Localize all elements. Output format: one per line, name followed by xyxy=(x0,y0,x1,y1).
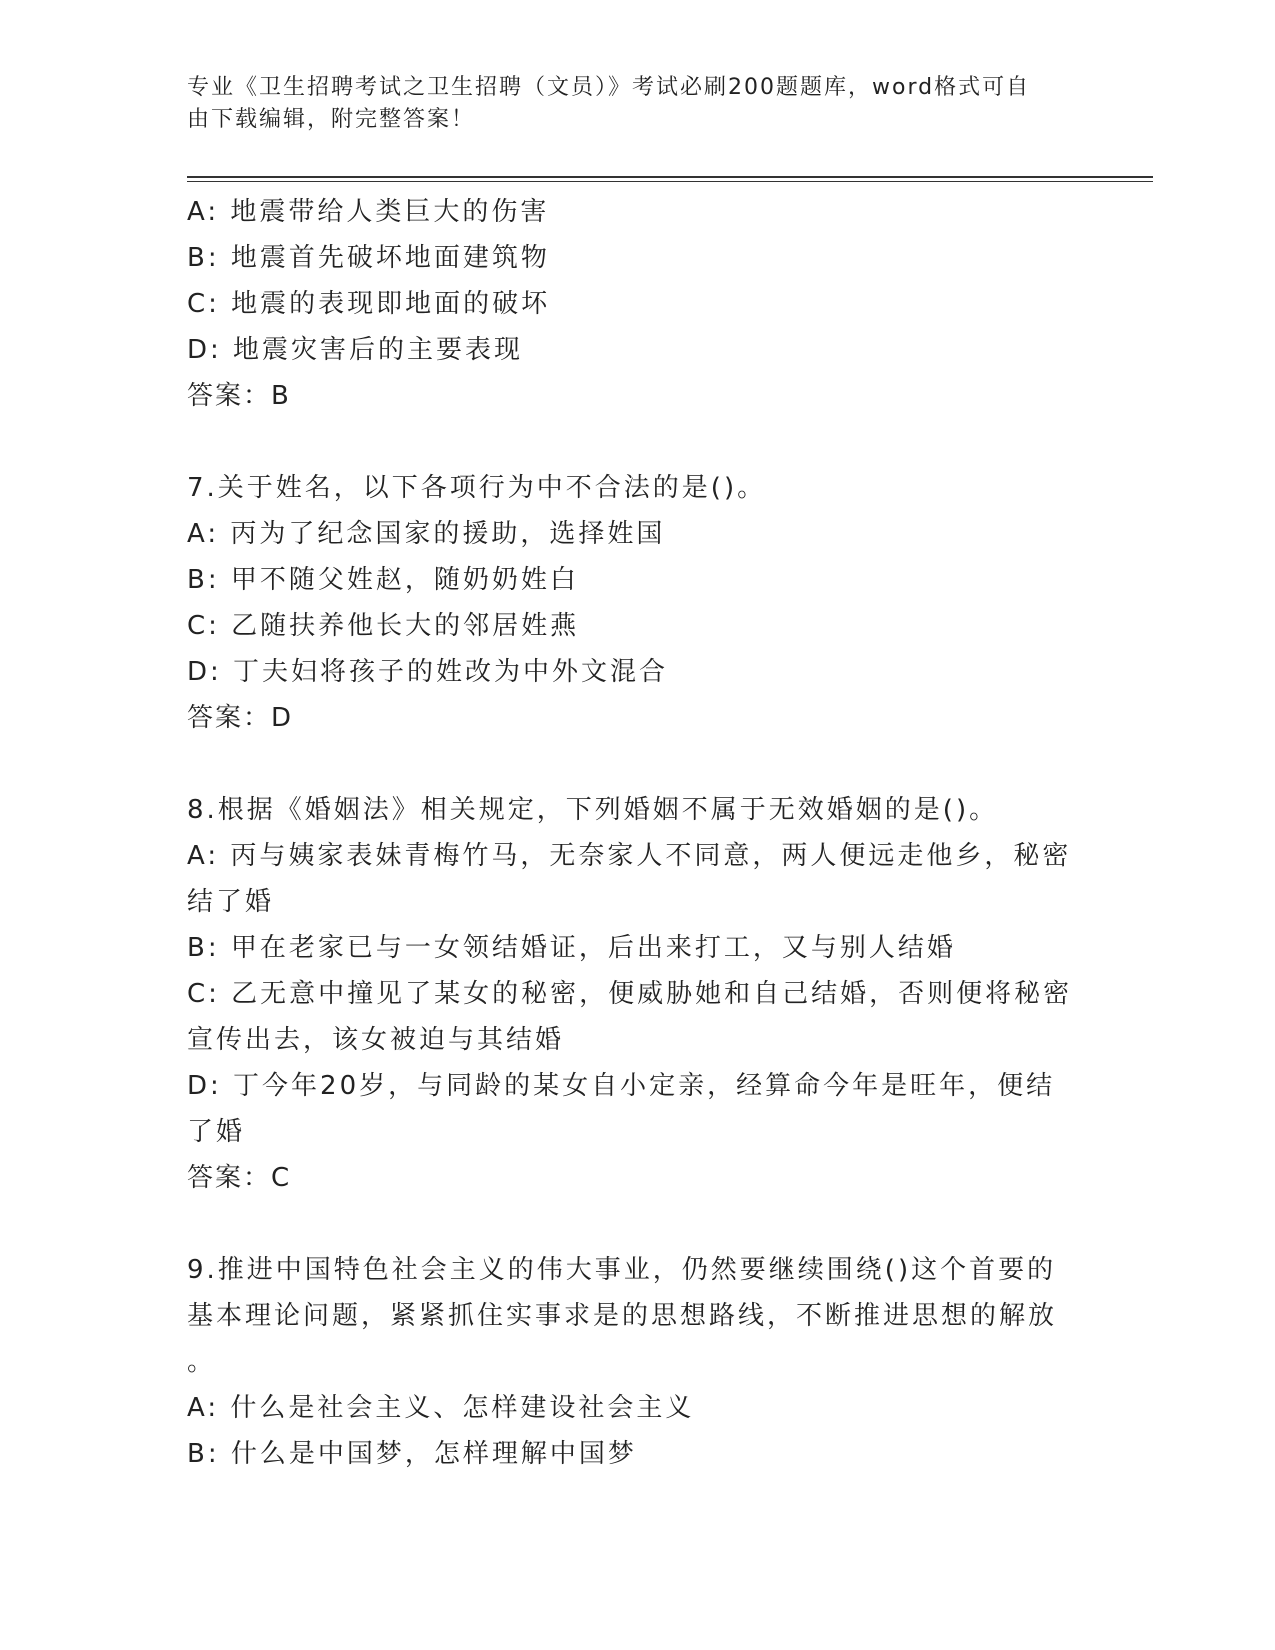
option-d: D: 地震灾害后的主要表现 xyxy=(187,335,524,365)
option-b: B: 甲不随父姓赵，随奶奶姓白 xyxy=(187,565,579,595)
option-b: B: 什么是中国梦，怎样理解中国梦 xyxy=(187,1439,637,1469)
answer: 答案：B xyxy=(187,381,291,411)
question-text: 7.关于姓名，以下各项行为中不合法的是()。 xyxy=(187,473,767,503)
question-text-end: 。 xyxy=(187,1347,217,1377)
option-b: B: 甲在老家已与一女领结婚证，后出来打工，又与别人结婚 xyxy=(187,933,956,963)
spacer xyxy=(187,741,1087,787)
header-divider xyxy=(187,176,1153,178)
header-line-1: 专业《卫生招聘考试之卫生招聘（文员）》考试必刷200题题库，word格式可自 xyxy=(187,75,1031,100)
question-7 xyxy=(187,465,1087,741)
option-a: A: 丙为了纪念国家的援助，选择姓国 xyxy=(187,519,666,549)
option-b: B: 地震首先破坏地面建筑物 xyxy=(187,243,550,273)
option-d-continued: 了婚 xyxy=(187,1117,246,1147)
question-8 xyxy=(187,787,1087,1201)
answer: 答案：D xyxy=(187,703,294,733)
spacer xyxy=(187,419,1087,465)
question-list xyxy=(187,189,1087,1477)
question-6 xyxy=(187,189,1087,419)
spacer xyxy=(187,1201,1087,1247)
option-c: C: 乙无意中撞见了某女的秘密，便威胁她和自己结婚，否则便将秘密 xyxy=(187,979,1073,1009)
option-d: D: 丁今年20岁，与同龄的某女自小定亲，经算命今年是旺年，便结 xyxy=(187,1071,1056,1101)
option-a-continued: 结了婚 xyxy=(187,887,275,917)
answer: 答案：C xyxy=(187,1163,292,1193)
option-a: A: 丙与姨家表妹青梅竹马，无奈家人不同意，两人便远走他乡，秘密 xyxy=(187,841,1072,871)
question-9 xyxy=(187,1247,1087,1477)
option-a: A: 地震带给人类巨大的伤害 xyxy=(187,197,550,227)
option-c-continued: 宣传出去，该女被迫与其结婚 xyxy=(187,1025,565,1055)
question-text-continued: 基本理论问题，紧紧抓住实事求是的思想路线，不断推进思想的解放 xyxy=(187,1301,1058,1331)
question-text: 8.根据《婚姻法》相关规定，下列婚姻不属于无效婚姻的是()。 xyxy=(187,795,999,825)
option-d: D: 丁夫妇将孩子的姓改为中外文混合 xyxy=(187,657,669,687)
document-header xyxy=(187,72,1087,136)
question-text: 9.推进中国特色社会主义的伟大事业，仍然要继续围绕()这个首要的 xyxy=(187,1255,1057,1285)
option-c: C: 地震的表现即地面的破坏 xyxy=(187,289,551,319)
header-line-2: 由下载编辑，附完整答案！ xyxy=(187,107,476,132)
header-divider-thin xyxy=(187,181,1153,182)
option-a: A: 什么是社会主义、怎样建设社会主义 xyxy=(187,1393,695,1423)
option-c: C: 乙随扶养他长大的邻居姓燕 xyxy=(187,611,580,641)
